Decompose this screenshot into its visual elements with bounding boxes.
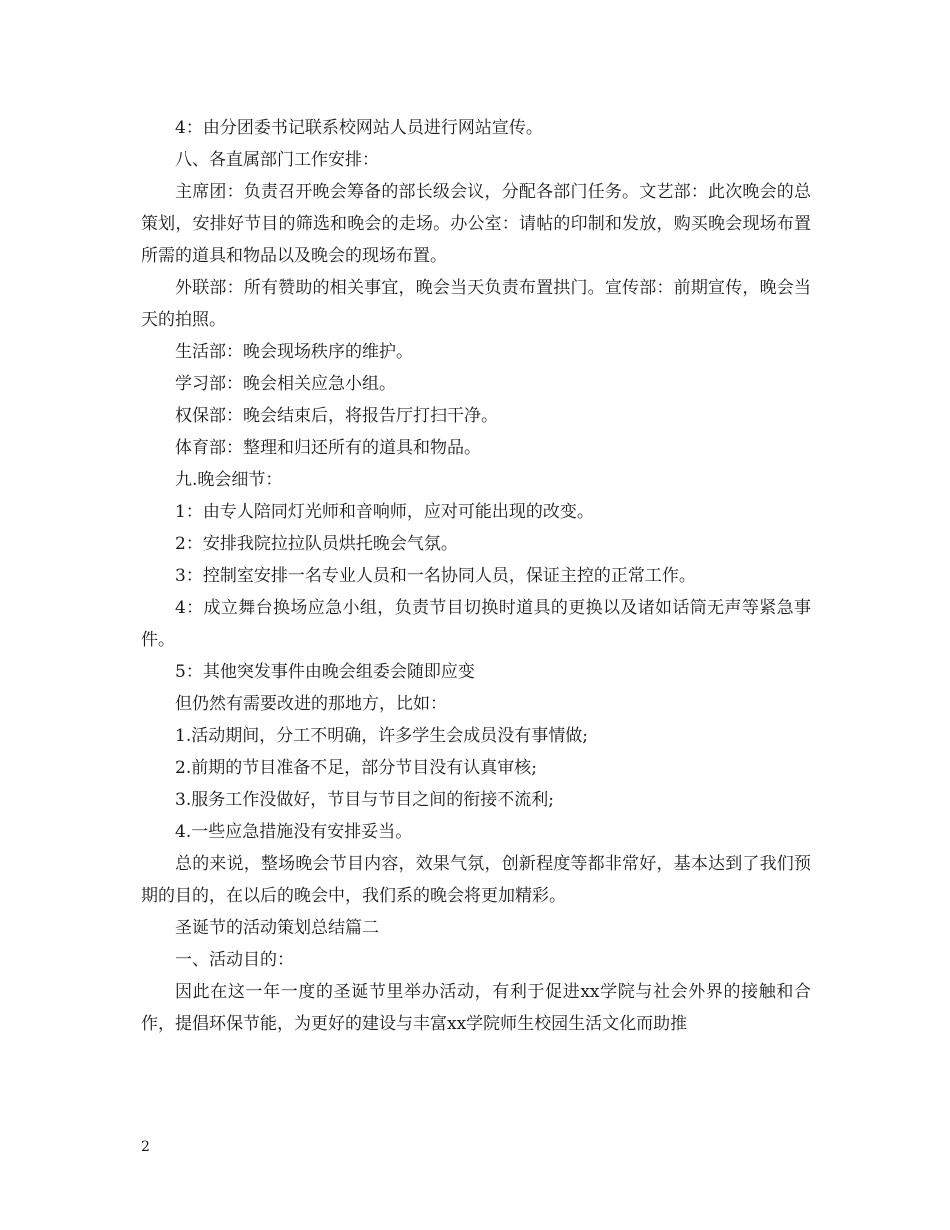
document-body	[141, 112, 811, 1040]
list-item: 1.活动期间，分工不明确，许多学生会成员没有事情做;	[175, 726, 588, 746]
paragraph: 因此在这一年一度的圣诞节里举办活动，有利于促进xx学院与社会外界的接触和合作，提倡环保节能，为更好的建设与丰富xx学院师生校园生活文化而助推	[141, 982, 811, 1034]
paragraph: 主席团：负责召开晚会筹备的部长级会议，分配各部门任务。文艺部：此次晚会的总策划，安排好节目的筛选和晚会的走场。办公室：请帖的印制和发放，购买晚会现场布置所需的道具和物品以及晚会的现场布置。	[141, 182, 811, 266]
list-item: 3.服务工作没做好，节目与节目之间的衔接不流利;	[175, 790, 554, 810]
list-item: 2.前期的节目准备不足，部分节目没有认真审核;	[175, 758, 537, 778]
paragraph: 但仍然有需要改进的那地方，比如：	[175, 694, 447, 714]
section-heading: 一、活动目的：	[175, 950, 294, 970]
list-item: 1：由专人陪同灯光师和音响师，应对可能出现的改变。	[175, 502, 594, 522]
list-item: 5：其他突发事件由晚会组委会随即应变	[175, 662, 475, 682]
paragraph: 生活部：晚会现场秩序的维护。	[175, 342, 413, 362]
paragraph: 外联部：所有赞助的相关事宜，晚会当天负责布置拱门。宣传部：前期宣传，晚会当天的拍照。	[141, 278, 811, 330]
paragraph: 总的来说，整场晚会节目内容，效果气氛，创新程度等都非常好，基本达到了我们预期的目的，在以后的晚会中，我们系的晚会将更加精彩。	[141, 854, 811, 906]
list-item: 3：控制室安排一名专业人员和一名协同人员，保证主控的正常工作。	[175, 566, 696, 586]
paragraph: 权保部：晚会结束后，将报告厅打扫干净。	[175, 406, 498, 426]
paragraph: 4：由分团委书记联系校网站人员进行网站宣传。	[175, 118, 543, 138]
section-heading: 八、各直属部门工作安排：	[175, 150, 379, 170]
page-number: 2	[141, 1139, 150, 1155]
list-item: 4：成立舞台换场应急小组，负责节目切换时道具的更换以及诸如话筒无声等紧急事件。	[141, 598, 811, 650]
list-item: 4.一些应急措施没有安排妥当。	[175, 822, 413, 842]
section-heading: 九.晚会细节：	[175, 470, 283, 490]
section-title: 圣诞节的活动策划总结篇二	[175, 918, 379, 938]
paragraph: 学习部：晚会相关应急小组。	[175, 374, 396, 394]
paragraph: 体育部：整理和归还所有的道具和物品。	[175, 438, 481, 458]
list-item: 2：安排我院拉拉队员烘托晚会气氛。	[175, 534, 458, 554]
